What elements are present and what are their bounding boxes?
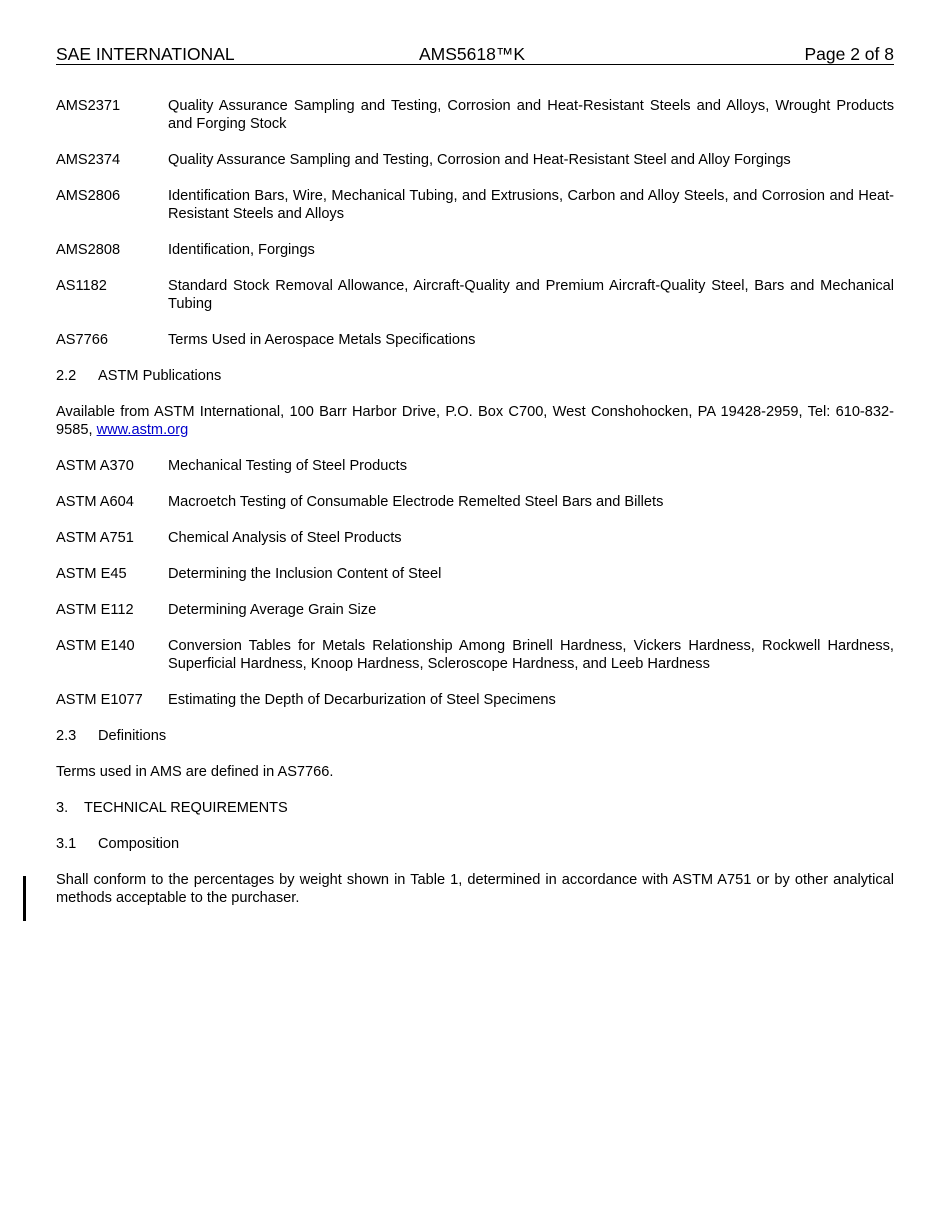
reference-item [56,97,894,133]
reference-item [56,151,894,169]
composition-paragraph: Shall conform to the percentages by weight shown in Table 1, determined in accordance with ASTM A751 or by other analytical methods acceptable to the purchaser. [56,872,894,906]
section-number: 3. [56,800,69,816]
section-heading-2-3 [56,727,894,745]
reference-item [56,601,894,619]
section-number: 2.3 [56,728,77,744]
reference-title: Determining Average Grain Size [168,602,377,618]
reference-title: Terms Used in Aerospace Metals Specifications [168,332,476,348]
reference-code: AMS2806 [56,188,121,204]
reference-title: Determining the Inclusion Content of Steel [168,566,442,582]
reference-code: ASTM A370 [56,458,134,474]
reference-title: Mechanical Testing of Steel Products [168,458,408,474]
reference-title: Identification, Forgings [168,242,315,258]
reference-code: ASTM E45 [56,566,127,582]
header-page-number: Page 2 of 8 [804,44,894,64]
section-title: Definitions [98,728,167,744]
reference-title: Chemical Analysis of Steel Products [168,530,402,546]
astm-availability-paragraph [56,403,894,439]
section-title: Composition [98,836,180,852]
reference-code: ASTM E1077 [56,692,143,708]
reference-item [56,457,894,475]
section-heading-3-1 [56,835,894,853]
definitions-paragraph: Terms used in AMS are defined in AS7766. [56,764,334,780]
reference-item [56,637,894,673]
reference-title: Quality Assurance Sampling and Testing, Corrosion and Heat-Resistant Steel and Alloy Forgings [168,152,791,168]
section-heading-2-2 [56,367,894,385]
section-title: TECHNICAL REQUIREMENTS [84,800,288,816]
header-org: SAE INTERNATIONAL [56,44,235,64]
reference-item [56,331,894,349]
reference-code: ASTM E112 [56,602,134,618]
reference-item [56,493,894,511]
reference-item [56,529,894,547]
availability-text: Available from ASTM International, 100 Barr Harbor Drive, P.O. Box C700, West Conshohocken, PA 19428-2959, Tel: 610-832-9585, [56,404,894,438]
reference-title: Conversion Tables for Metals Relationship Among Brinell Hardness, Vickers Hardness, Rockwell Hardness, Superficial Hardness, Knoop Hardness, Scleroscope Hardness, and Leeb Hardness [168,638,894,672]
reference-code: AMS2808 [56,242,121,258]
section-number: 3.1 [56,836,77,852]
reference-title: Quality Assurance Sampling and Testing, Corrosion and Heat-Resistant Steels and Alloys, Wrought Products and Forging Stock [168,98,894,132]
reference-title: Standard Stock Removal Allowance, Aircraft-Quality and Premium Aircraft-Quality Steel, Bars and Mechanical Tubing [168,278,894,312]
section-number: 2.2 [56,368,77,384]
reference-code: ASTM A751 [56,530,134,546]
revision-change-bar [23,876,26,921]
reference-code: ASTM E140 [56,638,135,654]
reference-code: AS1182 [56,278,107,294]
page-header [56,44,894,65]
reference-code: AMS2374 [56,152,121,168]
reference-code: AMS2371 [56,98,121,114]
reference-item [56,187,894,223]
section-heading-3 [56,799,894,817]
reference-title: Identification Bars, Wire, Mechanical Tubing, and Extrusions, Carbon and Alloy Steels, and Corrosion and Heat-Resistant Steels and Alloys [168,188,894,222]
header-doc-id: AMS5618™K [419,44,526,64]
reference-code: AS7766 [56,332,108,348]
reference-item [56,277,894,313]
reference-code: ASTM A604 [56,494,134,510]
reference-title: Macroetch Testing of Consumable Electrode Remelted Steel Bars and Billets [168,494,664,510]
reference-item [56,241,894,259]
reference-title: Estimating the Depth of Decarburization of Steel Specimens [168,692,556,708]
document-body [56,97,894,925]
reference-item [56,691,894,709]
astm-website-link[interactable]: www.astm.org [96,422,189,438]
section-title: ASTM Publications [98,368,222,384]
reference-item [56,565,894,583]
